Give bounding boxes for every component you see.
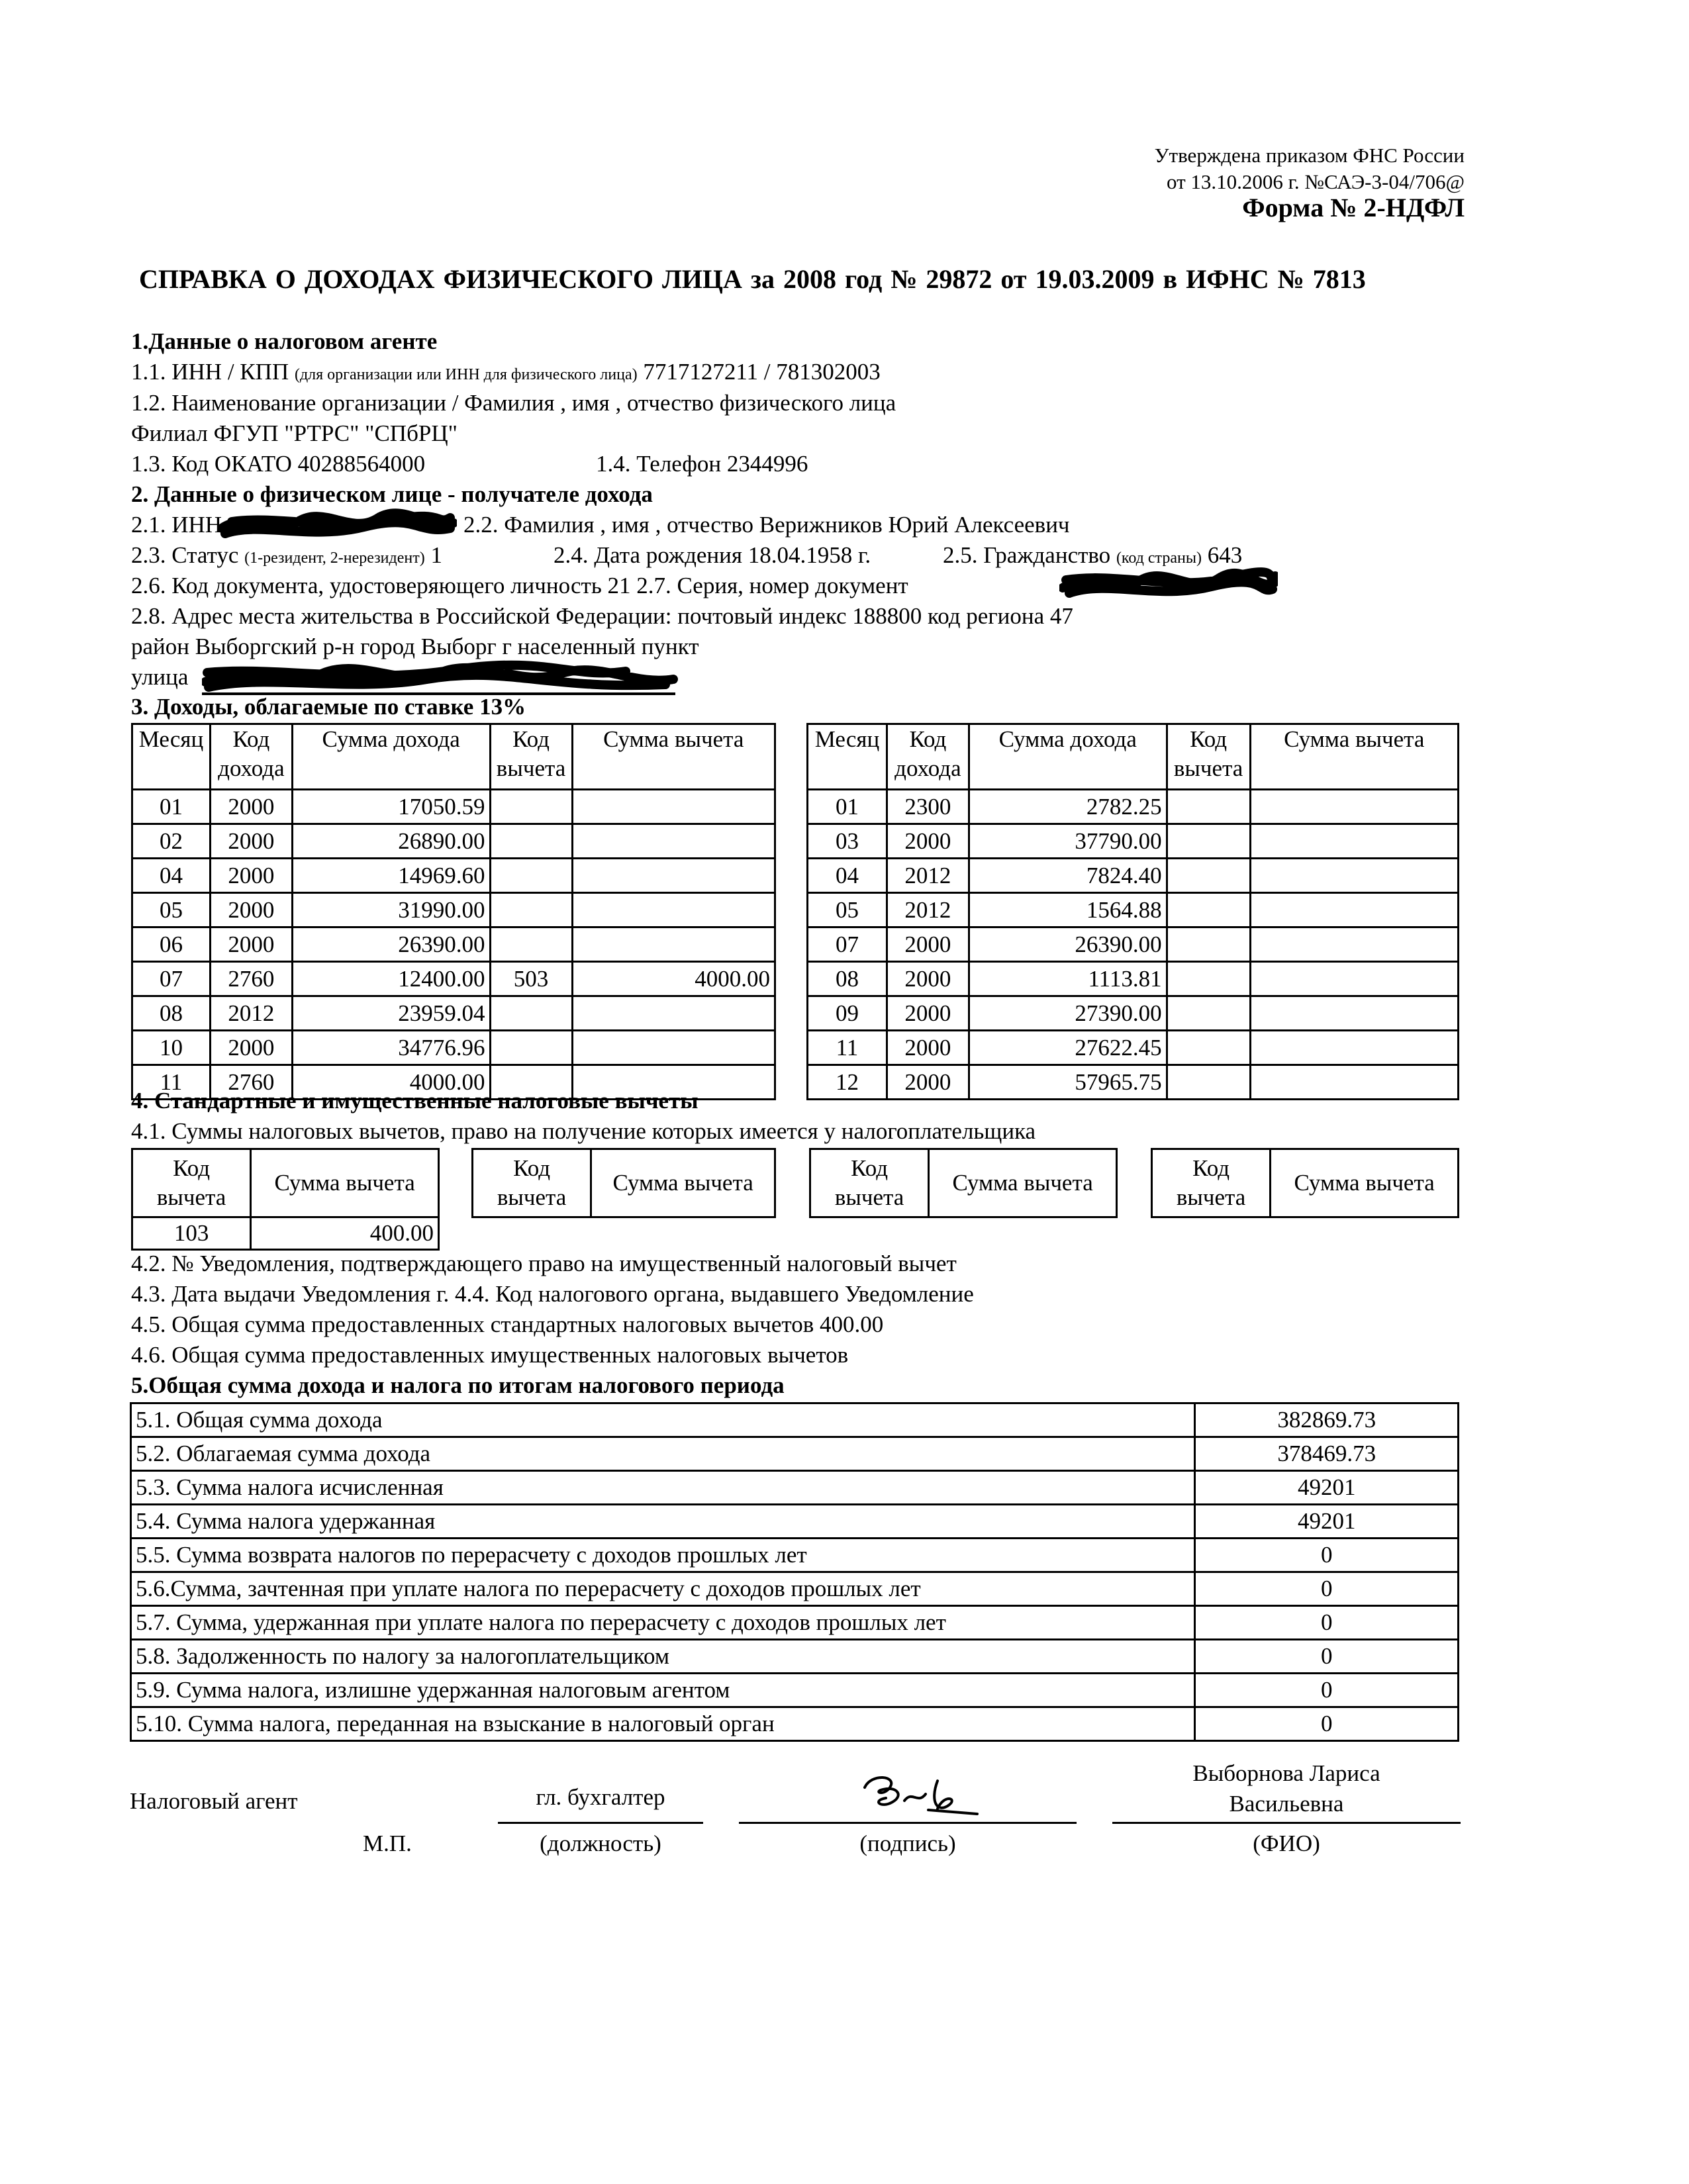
income-sum-cell: 26390.00 [969,927,1167,962]
month-cell: 09 [808,996,887,1031]
signature-icon [739,1761,1070,1821]
person-status-line [131,540,442,573]
total-label: 5.4. Сумма налога удержанная [131,1505,1195,1539]
income-sum-cell: 57965.75 [969,1065,1167,1100]
deduction-code: 103 [132,1217,251,1250]
signer-fio [1112,1758,1461,1819]
col-deduction-sum: Сумма вычета [1271,1149,1459,1217]
income-code-cell: 2000 [210,1031,292,1065]
month-cell: 01 [808,790,887,824]
income-code-cell: 2000 [887,1031,969,1065]
table-row [132,859,775,893]
income-sum-cell: 27622.45 [969,1031,1167,1065]
agent-phone: 1.4. Телефон 2344996 [596,451,808,477]
approval-line-1: Утверждена приказом ФНС России [1154,144,1465,167]
total-label: 5.6.Сумма, зачтенная при уплате налога по перерасчету с доходов прошлых лет [131,1572,1195,1606]
col-income-code: Код дохода [210,724,292,790]
total-value: 49201 [1195,1471,1459,1505]
income-sum-cell: 37790.00 [969,824,1167,859]
month-cell: 05 [808,893,887,927]
deduction-sum-cell [572,1031,775,1065]
deduction-table-2 [471,1148,776,1218]
totals-table [130,1402,1459,1742]
person-inn-label: 2.1. ИНН [131,512,222,538]
deduction-code-cell [490,996,572,1031]
person-document: 2.6. Код документа, удостоверяющего личность 21 2.7. Серия, номер документ [131,573,908,598]
total-label: 5.2. Облагаемая сумма дохода [131,1437,1195,1471]
month-cell: 08 [808,962,887,996]
income-sum-cell: 34776.96 [292,1031,490,1065]
col-deduction-sum: Сумма вычета [572,724,775,790]
table-row [808,790,1459,824]
col-income-code: Код дохода [887,724,969,790]
deduction-code-cell [1167,824,1250,859]
person-address: 2.8. Адрес места жительства в Российской Федерации: почтовый индекс 188800 код региона 47 [131,603,1073,629]
income-code-cell: 2000 [210,893,292,927]
total-value: 0 [1195,1640,1459,1674]
deduction-table-1 [131,1148,440,1251]
income-code-cell: 2000 [887,824,969,859]
redaction-mark-street [202,659,679,696]
table-row [808,893,1459,927]
income-sum-cell: 4000.00 [292,1065,490,1100]
deduction-sum-cell [572,859,775,893]
total-label: 5.5. Сумма возврата налогов по перерасчету с доходов прошлых лет [131,1539,1195,1572]
section4-heading: 4. Стандартные и имущественные налоговые вычеты [131,1088,699,1114]
month-cell: 11 [132,1065,211,1100]
col-deduction-sum: Сумма вычета [929,1149,1117,1217]
table-row [131,1403,1459,1437]
total-value: 0 [1195,1674,1459,1707]
table-row [131,1471,1459,1505]
table-row [132,824,775,859]
col-deduction-sum: Сумма вычета [1250,724,1458,790]
person-status-label: 2.3. Статус [131,542,239,568]
deduction-code-cell: 503 [490,962,572,996]
total-value: 0 [1195,1606,1459,1640]
agent-inn-note: (для организации или ИНН для физического лица) [294,366,638,383]
income-table-left [131,723,776,1100]
section3-heading: 3. Доходы, облагаемые по ставке 13% [131,694,526,720]
stamp-place-label: М.П. [363,1830,412,1856]
total-label: 5.3. Сумма налога исчисленная [131,1471,1195,1505]
deduction-sum-cell [1250,1031,1458,1065]
deduction-code-cell [1167,996,1250,1031]
total-value: 382869.73 [1195,1403,1459,1437]
deduction-code-cell [490,859,572,893]
income-code-cell: 2012 [887,893,969,927]
income-sum-cell: 1113.81 [969,962,1167,996]
month-cell: 02 [132,824,211,859]
signer-fio-line-2: Васильевна [1229,1791,1344,1817]
deduction-sum-cell [1250,996,1458,1031]
income-sum-cell: 14969.60 [292,859,490,893]
deduction-table-3 [809,1148,1118,1218]
month-cell: 08 [132,996,211,1031]
notice-date-line: 4.3. Дата выдачи Уведомления г. 4.4. Код налогового органа, выдавшего Уведомление [131,1281,974,1307]
signer-fio-line-1: Выборнова Лариса [1192,1760,1380,1786]
income-code-cell: 2000 [887,962,969,996]
income-sum-cell: 26390.00 [292,927,490,962]
col-deduction-code: Код вычета [490,724,572,790]
person-citizenship-note: (код страны) [1116,549,1202,567]
agent-name-value: Филиал ФГУП "РТРС" "СПбРЦ" [131,420,458,446]
table-row [808,824,1459,859]
income-sum-cell: 2782.25 [969,790,1167,824]
deduction-sum-cell [1250,962,1458,996]
income-table-right [806,723,1459,1100]
col-income-sum: Сумма дохода [969,724,1167,790]
table-row [131,1707,1459,1741]
deduction-sum-cell [572,927,775,962]
income-table-right-header [808,724,1459,790]
income-code-cell: 2012 [887,859,969,893]
person-citizenship-value: 643 [1207,542,1243,568]
person-fio: 2.2. Фамилия , имя , отчество Верижников Юрий Алексеевич [463,512,1070,538]
month-cell: 11 [808,1031,887,1065]
total-label: 5.10. Сумма налога, переданная на взыскание в налоговый орган [131,1707,1195,1741]
month-cell: 04 [808,859,887,893]
person-birth-date: 2.4. Дата рождения 18.04.1958 г. [554,542,871,568]
approval-line-2: от 13.10.2006 г. №САЭ-3-04/706@ [1167,170,1465,193]
table-row [132,1217,439,1250]
total-value: 49201 [1195,1505,1459,1539]
deduction-sum-cell [572,996,775,1031]
table-row [132,790,775,824]
table-row [808,962,1459,996]
fio-caption: (ФИО) [1253,1830,1320,1856]
total-value: 0 [1195,1572,1459,1606]
tax-agent-label: Налоговый агент [130,1788,298,1814]
agent-inn-label: 1.1. ИНН / КПП [131,359,289,385]
col-deduction-sum: Сумма вычета [591,1149,775,1217]
person-district: район Выборгский р-н город Выборг г населенный пункт [131,634,699,659]
agent-inn-line [131,357,881,390]
table-row [808,927,1459,962]
deduction-sum-cell [1250,824,1458,859]
col-deduction-code: Код вычета [1152,1149,1271,1217]
property-deductions-total: 4.6. Общая сумма предоставленных имущественных налоговых вычетов [131,1342,849,1368]
income-sum-cell: 31990.00 [292,893,490,927]
col-deduction-code: Код вычета [1167,724,1250,790]
income-code-cell: 2012 [210,996,292,1031]
income-sum-cell: 17050.59 [292,790,490,824]
table-row [132,1031,775,1065]
notice-number-line: 4.2. № Уведомления, подтверждающего право на имущественный налоговый вычет [131,1251,957,1276]
col-income-sum: Сумма дохода [292,724,490,790]
deduction-code-cell [490,893,572,927]
income-table-left-header [132,724,775,790]
section2-heading: 2. Данные о физическом лице - получателе дохода [131,481,653,507]
month-cell: 10 [132,1031,211,1065]
income-sum-cell: 1564.88 [969,893,1167,927]
deduction-code-cell [1167,1031,1250,1065]
deduction-sum-cell [572,790,775,824]
total-label: 5.1. Общая сумма дохода [131,1403,1195,1437]
deduction-sum-cell [1250,1065,1458,1100]
month-cell: 04 [132,859,211,893]
document-title: СПРАВКА О ДОХОДАХ ФИЗИЧЕСКОГО ЛИЦА за 2008 год № 29872 от 19.03.2009 в ИФНС № 7813 [139,264,1366,294]
income-code-cell: 2000 [887,1065,969,1100]
table-row [808,1031,1459,1065]
redaction-mark-inn [218,508,457,542]
person-status-value: 1 [430,542,442,568]
standard-deductions-total: 4.5. Общая сумма предоставленных стандартных налоговых вычетов 400.00 [131,1311,884,1337]
income-code-cell: 2000 [210,824,292,859]
table-row [131,1674,1459,1707]
deduction-code-cell [490,824,572,859]
person-street-label: улица [131,664,189,690]
deduction-code-cell [1167,790,1250,824]
table-row [132,927,775,962]
position-caption: (должность) [540,1830,661,1856]
income-code-cell: 2000 [887,996,969,1031]
col-deduction-code: Код вычета [810,1149,929,1217]
col-deduction-code: Код вычета [473,1149,591,1217]
table-row [132,962,775,996]
income-sum-cell: 23959.04 [292,996,490,1031]
table-row [131,1505,1459,1539]
table-row [131,1539,1459,1572]
handwritten-signature [739,1761,1070,1821]
income-code-cell: 2760 [210,1065,292,1100]
income-sum-cell: 27390.00 [969,996,1167,1031]
table-row [131,1572,1459,1606]
table-row [808,996,1459,1031]
month-cell: 12 [808,1065,887,1100]
table-row [132,893,775,927]
deduction-code-cell [1167,893,1250,927]
total-label: 5.8. Задолженность по налогу за налогоплательщиком [131,1640,1195,1674]
agent-okato: 1.3. Код ОКАТО 40288564000 [131,451,426,477]
month-cell: 05 [132,893,211,927]
person-citizenship-label: 2.5. Гражданство [943,542,1111,568]
total-label: 5.9. Сумма налога, излишне удержанная налоговым агентом [131,1674,1195,1707]
total-value: 0 [1195,1539,1459,1572]
redaction-mark-document [1059,567,1278,604]
deduction-code-cell [1167,927,1250,962]
total-value: 378469.73 [1195,1437,1459,1471]
signer-position: гл. бухгалтер [536,1784,665,1810]
col-month: Месяц [132,724,211,790]
total-label: 5.7. Сумма, удержанная при уплате налога по перерасчету с доходов прошлых лет [131,1606,1195,1640]
col-deduction-code: Код вычета [132,1149,251,1217]
income-code-cell: 2000 [210,859,292,893]
table-row [131,1437,1459,1471]
month-cell: 07 [808,927,887,962]
deduction-sum-cell: 4000.00 [572,962,775,996]
agent-name-label: 1.2. Наименование организации / Фамилия , имя , отчество физического лица [131,390,896,416]
month-cell: 01 [132,790,211,824]
deduction-table-4 [1151,1148,1459,1218]
income-sum-cell: 12400.00 [292,962,490,996]
deductions-rights-line: 4.1. Суммы налоговых вычетов, право на получение которых имеется у налогоплательщика [131,1118,1036,1144]
table-row [808,1065,1459,1100]
month-cell: 03 [808,824,887,859]
table-row [808,859,1459,893]
signature-caption: (подпись) [859,1830,956,1856]
deduction-code-cell [1167,962,1250,996]
table-row [131,1606,1459,1640]
month-cell: 06 [132,927,211,962]
col-month: Месяц [808,724,887,790]
deduction-code-cell [490,927,572,962]
total-value: 0 [1195,1707,1459,1741]
agent-inn-value: 7717127211 / 781302003 [643,359,881,385]
deduction-sum-cell [1250,790,1458,824]
deduction-code-cell [490,1031,572,1065]
section5-heading: 5.Общая сумма дохода и налога по итогам налогового периода [131,1372,785,1398]
income-code-cell: 2000 [210,790,292,824]
deduction-sum-cell [572,893,775,927]
income-code-cell: 2760 [210,962,292,996]
table-row [132,996,775,1031]
deduction-sum: 400.00 [251,1217,439,1250]
income-sum-cell: 7824.40 [969,859,1167,893]
person-status-note: (1-резидент, 2-нерезидент) [244,549,425,567]
section1-heading: 1.Данные о налоговом агенте [131,328,438,354]
income-code-cell: 2300 [887,790,969,824]
income-code-cell: 2000 [887,927,969,962]
deduction-code-cell [490,790,572,824]
form-number: Форма № 2-НДФЛ [1242,193,1465,222]
deduction-sum-cell [572,824,775,859]
table-row [131,1640,1459,1674]
approval-note [993,142,1465,195]
deduction-sum-cell [1250,859,1458,893]
deduction-sum-cell [1250,927,1458,962]
deduction-code-cell [1167,859,1250,893]
income-code-cell: 2000 [210,927,292,962]
deduction-code-cell [1167,1065,1250,1100]
col-deduction-sum: Сумма вычета [251,1149,439,1217]
month-cell: 07 [132,962,211,996]
income-sum-cell: 26890.00 [292,824,490,859]
deduction-sum-cell [1250,893,1458,927]
